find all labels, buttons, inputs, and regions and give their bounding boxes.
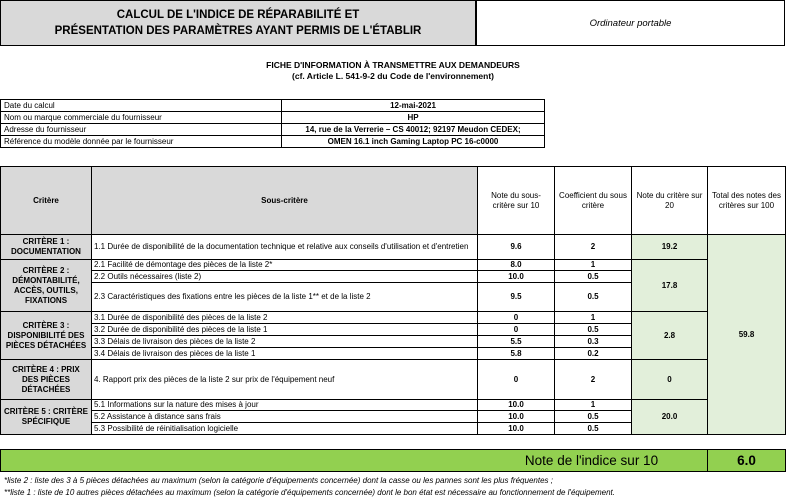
sub-criterion-note: 10.0 <box>478 400 555 411</box>
sub-criterion-note: 10.0 <box>478 411 555 423</box>
info-value: OMEN 16.1 inch Gaming Laptop PC 16-c0000 <box>282 136 545 148</box>
table-header-row <box>1 167 786 235</box>
criterion-score: 17.8 <box>632 260 708 312</box>
sub-criterion-note: 8.0 <box>478 260 555 271</box>
info-label: Référence du modèle donnée par le fournisseur <box>1 136 282 148</box>
info-label: Nom ou marque commerciale du fournisseur <box>1 112 282 124</box>
sub-criterion-coef: 1 <box>555 260 632 271</box>
sub-criterion-label: 3.4 Délais de livraison des pièces de la liste 1 <box>92 348 478 360</box>
criterion-score: 0 <box>632 360 708 400</box>
info-label: Date du calcul <box>1 100 282 112</box>
sub-criterion-coef: 0.5 <box>555 271 632 283</box>
fiche-line-1: FICHE D'INFORMATION À TRANSMETTRE AUX DEMANDEURS <box>266 60 520 70</box>
criterion-name: CRITÈRE 5 : CRITÈRE SPÉCIFIQUE <box>1 400 92 435</box>
sub-criterion-label: 2.2 Outils nécessaires (liste 2) <box>92 271 478 283</box>
criterion-name: CRITÈRE 2 : DÉMONTABILITÉ, ACCÈS, OUTILS, FIXATIONS <box>1 260 92 312</box>
info-label: Adresse du fournisseur <box>1 124 282 136</box>
sub-criterion-label: 2.3 Caractéristiques des fixations entre les pièces de la liste 1** et de la liste 2 <box>92 283 478 312</box>
fiche-heading <box>0 60 786 82</box>
sub-criterion-label: 4. Rapport prix des pièces de la liste 2 sur prix de l'équipement neuf <box>92 360 478 400</box>
footnote-list-1: **liste 1 : liste de 10 autres pièces détachées au maximum (selon la catégorie d'équipements concernée) dont le bon état est nécessaire au fonctionnement de l'équipement. <box>4 488 615 497</box>
page-title <box>0 0 476 46</box>
col-header-total: Total des notes des critères sur 100 <box>708 167 786 235</box>
supplier-info-table <box>0 99 545 148</box>
info-row <box>1 124 545 136</box>
col-header-critere: Critère <box>1 167 92 235</box>
sub-criterion-coef: 0.2 <box>555 348 632 360</box>
info-value: 14, rue de la Verrerie – CS 40012; 92197 Meudon CEDEX; <box>282 124 545 136</box>
sub-criterion-label: 5.2 Assistance à distance sans frais <box>92 411 478 423</box>
footnote-list-2: *liste 2 : liste des 3 à 5 pièces détachées au maximum (selon la catégorie d'équipements concernée) dont la casse ou les pannes sont les plus fréquentes ; <box>4 476 553 485</box>
sub-criterion-note: 9.6 <box>478 235 555 260</box>
sub-criterion-note: 9.5 <box>478 283 555 312</box>
criterion-score: 19.2 <box>632 235 708 260</box>
sub-criterion-label: 5.3 Possibilité de réinitialisation logicielle <box>92 423 478 435</box>
table-row <box>1 260 786 271</box>
col-header-note-sous: Note du sous-critère sur 10 <box>478 167 555 235</box>
info-row <box>1 136 545 148</box>
sub-criterion-coef: 2 <box>555 235 632 260</box>
criterion-name: CRITÈRE 1 : DOCUMENTATION <box>1 235 92 260</box>
criterion-score: 2.8 <box>632 312 708 360</box>
sub-criterion-note: 0 <box>478 324 555 336</box>
sub-criterion-label: 3.1 Durée de disponibilité des pièces de la liste 2 <box>92 312 478 324</box>
device-type: Ordinateur portable <box>476 0 785 46</box>
criterion-score: 20.0 <box>632 400 708 435</box>
sub-criterion-label: 5.1 Informations sur la nature des mises à jour <box>92 400 478 411</box>
fiche-line-2: (cf. Article L. 541-9-2 du Code de l'environnement) <box>292 71 494 81</box>
sub-criterion-label: 1.1 Durée de disponibilité de la documentation technique et relative aux conseils d'utilisation et d'entretien <box>92 235 478 260</box>
col-header-note-critere: Note du critère sur 20 <box>632 167 708 235</box>
col-header-coef: Coefficient du sous critère <box>555 167 632 235</box>
final-score-label: Note de l'indice sur 10 <box>524 453 659 468</box>
sub-criterion-note: 5.5 <box>478 336 555 348</box>
sub-criterion-coef: 0.5 <box>555 411 632 423</box>
sub-criterion-note: 10.0 <box>478 271 555 283</box>
table-row <box>1 400 786 411</box>
sub-criterion-note: 0 <box>478 312 555 324</box>
sub-criterion-coef: 1 <box>555 400 632 411</box>
sub-criterion-coef: 0.5 <box>555 324 632 336</box>
sub-criterion-label: 3.2 Durée de disponibilité des pièces de la liste 1 <box>92 324 478 336</box>
criterion-name: CRITÈRE 3 : DISPONIBILITÉ DES PIÈCES DÉTACHÉES <box>1 312 92 360</box>
info-row <box>1 100 545 112</box>
sub-criterion-note: 10.0 <box>478 423 555 435</box>
info-value: HP <box>282 112 545 124</box>
sub-criterion-label: 3.3 Délais de livraison des pièces de la liste 2 <box>92 336 478 348</box>
sub-criterion-coef: 2 <box>555 360 632 400</box>
sub-criterion-note: 0 <box>478 360 555 400</box>
sub-criterion-coef: 0.5 <box>555 423 632 435</box>
info-value: 12-mai-2021 <box>282 100 545 112</box>
title-line-2: PRÉSENTATION DES PARAMÈTRES AYANT PERMIS DE L'ÉTABLIR <box>54 25 422 37</box>
table-row <box>1 235 786 260</box>
total-score: 59.8 <box>708 235 786 435</box>
criterion-name: CRITÈRE 4 : PRIX DES PIÈCES DÉTACHÉES <box>1 360 92 400</box>
table-row <box>1 360 786 400</box>
repairability-table <box>0 166 786 435</box>
sub-criterion-coef: 0.5 <box>555 283 632 312</box>
table-row <box>1 312 786 324</box>
sub-criterion-note: 5.8 <box>478 348 555 360</box>
sub-criterion-label: 2.1 Facilité de démontage des pièces de la liste 2* <box>92 260 478 271</box>
final-score-value: 6.0 <box>707 449 785 472</box>
col-header-sous-critere: Sous-critère <box>92 167 478 235</box>
info-row <box>1 112 545 124</box>
sub-criterion-coef: 1 <box>555 312 632 324</box>
title-line-1: CALCUL DE L'INDICE DE RÉPARABILITÉ ET <box>116 9 360 21</box>
sub-criterion-coef: 0.3 <box>555 336 632 348</box>
